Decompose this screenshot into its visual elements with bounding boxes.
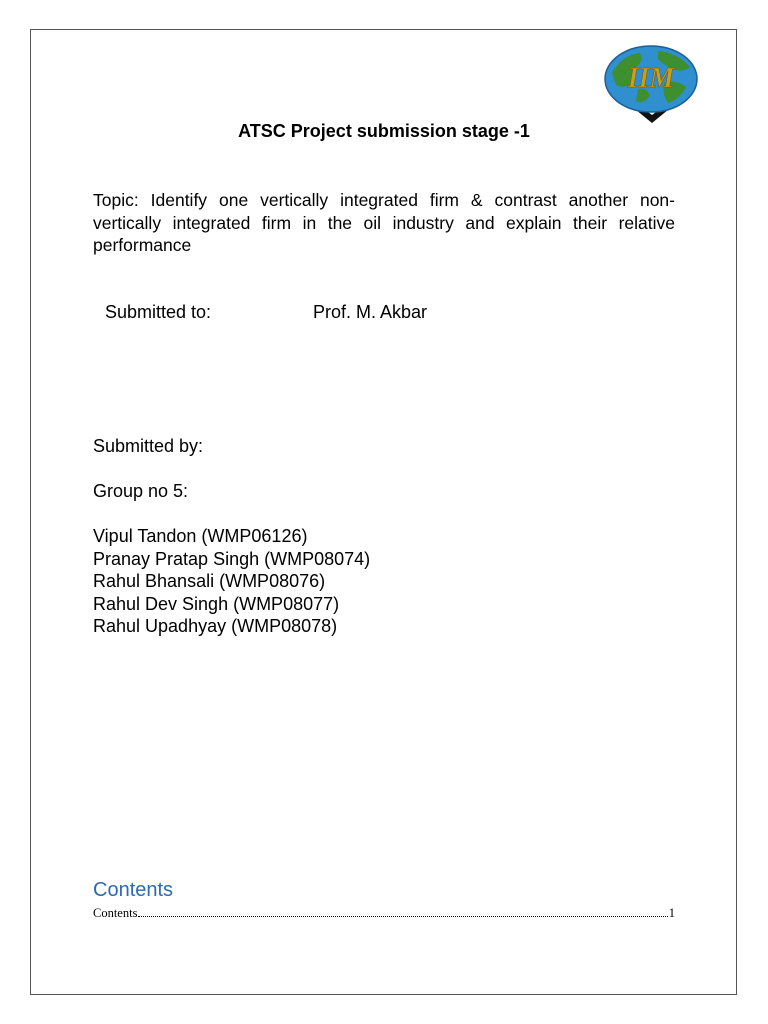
logo-text: IIM xyxy=(627,63,675,94)
toc-entry[interactable] xyxy=(93,906,675,921)
member-item: Vipul Tandon (WMP06126) xyxy=(93,526,308,546)
member-item: Rahul Dev Singh (WMP08077) xyxy=(93,593,340,614)
submitted-by-label: Submitted by: xyxy=(93,436,204,456)
page-title: ATSC Project submission stage -1 xyxy=(238,121,530,141)
group-label: Group no 5: xyxy=(93,481,189,501)
topic-text: Topic: Identify one vertically integrated firm & contrast another non- vertically integrated firm in the oil industry and explain their relative performance xyxy=(93,190,675,255)
submitted-to-label: Submitted to: xyxy=(105,302,212,322)
toc-entry-label: Contents xyxy=(93,906,138,920)
submitted-to-value: Prof. M. Akbar xyxy=(313,302,428,322)
member-list xyxy=(93,525,370,638)
toc-entry-page: 1 xyxy=(668,906,675,920)
iim-logo xyxy=(602,43,700,125)
member-item: Rahul Upadhyay (WMP08078) xyxy=(93,616,338,637)
contents-heading: Contents xyxy=(93,879,174,901)
member-item: Rahul Bhansali (WMP08076) xyxy=(93,571,326,592)
toc-dot-leader xyxy=(138,915,667,917)
member-item: Pranay Pratap Singh (WMP08074) xyxy=(93,548,371,569)
page-border xyxy=(30,29,737,995)
